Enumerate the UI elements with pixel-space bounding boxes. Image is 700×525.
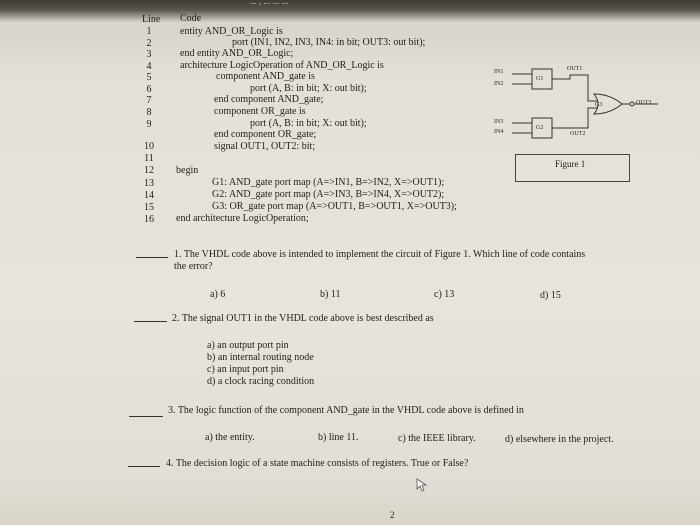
circuit-figure [480,56,700,146]
code-line: signal OUT1, OUT2: bit; [214,141,316,152]
cursor-icon [416,478,428,492]
q3-option-a: a) the entity. [205,432,255,443]
q1-option-c: c) 13 [434,289,455,300]
code-line: end component OR_gate; [214,129,317,140]
code-line: end entity AND_OR_Logic; [180,48,294,59]
input-label-in4: IN4 [494,129,504,135]
q3-option-b: b) line 11. [318,432,359,443]
header-line: Line [142,14,161,25]
code-line: G1: AND_gate port map (A=>IN1, B=>IN2, X=>OUT1); [212,177,445,188]
line-number: 14 [144,190,154,201]
line-number: 7 [146,95,152,106]
line-number: 13 [144,178,154,189]
q2-option-a: a) an output port pin [207,340,289,351]
answer-blank-q1[interactable] [136,257,168,258]
answer-blank-q3[interactable] [129,416,163,417]
code-line: port (IN1, IN2, IN3, IN4: in bit; OUT3: out bit); [232,37,426,48]
line-number: 12 [144,165,154,176]
q2-option-b: b) an internal routing node [207,352,314,363]
code-line: port (A, B: in bit; X: out bit); [250,118,367,129]
answer-blank-q4[interactable] [128,466,160,467]
question-3-text: 3. The logic function of the component AND_gate in the VHDL code above is defined in [168,405,524,416]
figure-caption: Figure 1 [555,159,586,169]
signal-label-out1: OUT1 [567,66,583,72]
gate-label-g1: G1 [536,76,544,82]
line-number: 9 [146,119,152,130]
input-label-in2: IN2 [494,81,504,87]
code-line: port (A, B: in bit; X: out bit); [250,83,367,94]
signal-label-out3: OUT3 [636,100,652,106]
line-number: 2 [146,38,152,49]
line-number: 10 [144,141,154,152]
q3-option-d: d) elsewhere in the project. [505,434,614,445]
page-number: 2 [390,510,395,520]
signal-label-out2: OUT2 [570,131,586,137]
q2-option-d: d) a clock racing condition [207,376,315,387]
line-number: 15 [144,202,154,213]
code-line: entity AND_OR_Logic is [180,26,283,37]
code-line: architecture LogicOperation of AND_OR_Logic is [180,60,384,71]
code-line: G2: AND_gate port map (A=>IN3, B=>IN4, X=>OUT2); [212,189,445,200]
line-number: 16 [144,214,154,225]
q1-option-a: a) 6 [210,289,226,300]
input-label-in1: IN1 [494,69,504,75]
q3-option-c: c) the IEEE library. [398,433,476,444]
gate-label-g2: G2 [536,125,544,131]
q2-option-c: c) an input port pin [207,364,284,375]
line-number: 5 [146,72,152,83]
answer-blank-q2[interactable] [134,321,167,322]
code-line: end architecture LogicOperation; [176,213,309,224]
code-line: G3: OR_gate port map (A=>OUT1, B=>OUT1, X=>OUT3); [212,201,457,212]
code-line: component OR_gate is [214,106,306,117]
gate-label-g3: G3 [595,102,603,108]
input-label-in3: IN3 [494,119,504,125]
code-line: begin [176,165,199,176]
question-2-text: 2. The signal OUT1 in the VHDL code above is best described as [172,313,434,324]
line-number: 8 [146,107,152,118]
q1-option-d: d) 15 [540,290,561,301]
line-number: 11 [144,153,154,164]
question-4-text: 4. The decision logic of a state machine consists of registers. True or False? [166,458,469,469]
line-number: 3 [146,49,152,60]
header-code: Code [180,13,202,24]
code-line: end component AND_gate; [214,94,324,105]
page-top-fragment: ... , ... ... ... [250,0,289,6]
line-number: 4 [146,61,152,72]
q1-option-b: b) 11 [320,289,341,300]
line-number: 6 [146,84,152,95]
code-line: component AND_gate is [216,71,315,82]
question-1-text-cont: the error? [174,261,213,272]
question-1-text: 1. The VHDL code above is intended to implement the circuit of Figure 1. Which line of code contains [174,249,586,260]
line-number: 1 [146,26,152,37]
